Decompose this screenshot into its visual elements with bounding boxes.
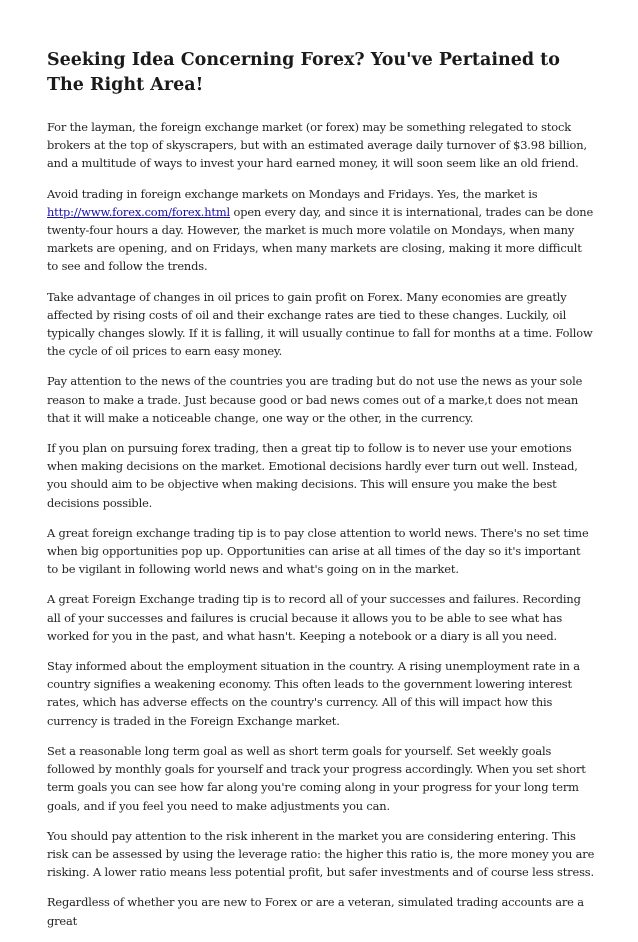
paragraph-text-before-link: Avoid trading in foreign exchange markets on Mondays and Fridays. Yes, the market is <box>47 186 538 201</box>
paragraph-employment: Stay informed about the employment situation in the country. A rising unemployment rate in a country signifies a weakening economy. This often leads to the government lowering interest rates, which has adverse effects on the country's currency. All of this will impact how this currency is traded in the Foreign Exchange market. <box>47 659 580 728</box>
paragraph-goals: Set a reasonable long term goal as well as short term goals for yourself. Set weekly goals followed by monthly goals for yourself and track your progress accordingly. When you set short term goals you can see how far along you're coming along in your progress for your long term goals, and if you feel you need to make adjustments you can. <box>47 743 586 813</box>
paragraph-text-after-link: open every day, and since it is international, trades can be done twenty-four hours a day. However, the market is much more volatile on Mondays, when many markets are opening, and on Fridays, when many markets are closing, making it more difficult to see and follow the trends. <box>47 204 594 274</box>
paragraph-intro: For the layman, the foreign exchange market (or forex) may be something relegated to stock brokers at the top of skyscrapers, but with an estimated average daily turnover of $3.98 billion, and a multitude of ways to invest your hard earned money, it will soon seem like an old friend. <box>47 120 587 171</box>
paragraph-emotions: If you plan on pursuing forex trading, then a great tip to follow is to never use your emotions when making decisions on the market. Emotional decisions hardly ever turn out well. Instead, you should aim to be objective when making decisions. This will ensure you make the best decisions possible. <box>47 441 578 510</box>
paragraph-news: Pay attention to the news of the countries you are trading but do not use the news as your sole reason to make a trade. Just because good or bad news comes out of a marke,t does not mean that it will make a noticeable change, one way or the other, in the currency. <box>47 374 583 425</box>
document-title: Seeking Idea Concerning Forex? You've Pertained to The Right Area! <box>47 50 560 95</box>
paragraph-mondays-fridays <box>47 185 595 276</box>
paragraph-world-news: A great foreign exchange trading tip is to pay close attention to world news. There's no set time when big opportunities pop up. Opportunities can arise at all times of the day so it's important to be vigilant in following world news and what's going on in the market. <box>47 525 589 577</box>
document-page <box>47 48 595 942</box>
paragraph-simulated-accounts: Regardless of whether you are new to Forex or are a veteran, simulated trading accounts are a great <box>47 895 584 928</box>
paragraph-oil-prices: Take advantage of changes in oil prices to gain profit on Forex. Many economies are greatly affected by rising costs of oil and their exchange rates are tied to these changes. Luckily, oil typically changes slowly. If it is falling, it will usually continue to fall for months at a time. Follow the cycle of oil prices to earn easy money. <box>47 289 593 359</box>
paragraph-record-successes: A great Foreign Exchange trading tip is to record all of your successes and failures. Recording all of your successes and failures is crucial because it allows you to be able to see what has worked for you in the past, and what hasn't. Keeping a notebook or a diary is all you need. <box>47 592 581 643</box>
paragraph-risk: You should pay attention to the risk inherent in the market you are considering entering. This risk can be assessed by using the leverage ratio: the higher this ratio is, the more money you are risking. A lower ratio means less potential profit, but safer investments and of course less stress. <box>47 828 595 880</box>
forex-link[interactable]: http://www.forex.com/forex.html <box>47 204 231 219</box>
